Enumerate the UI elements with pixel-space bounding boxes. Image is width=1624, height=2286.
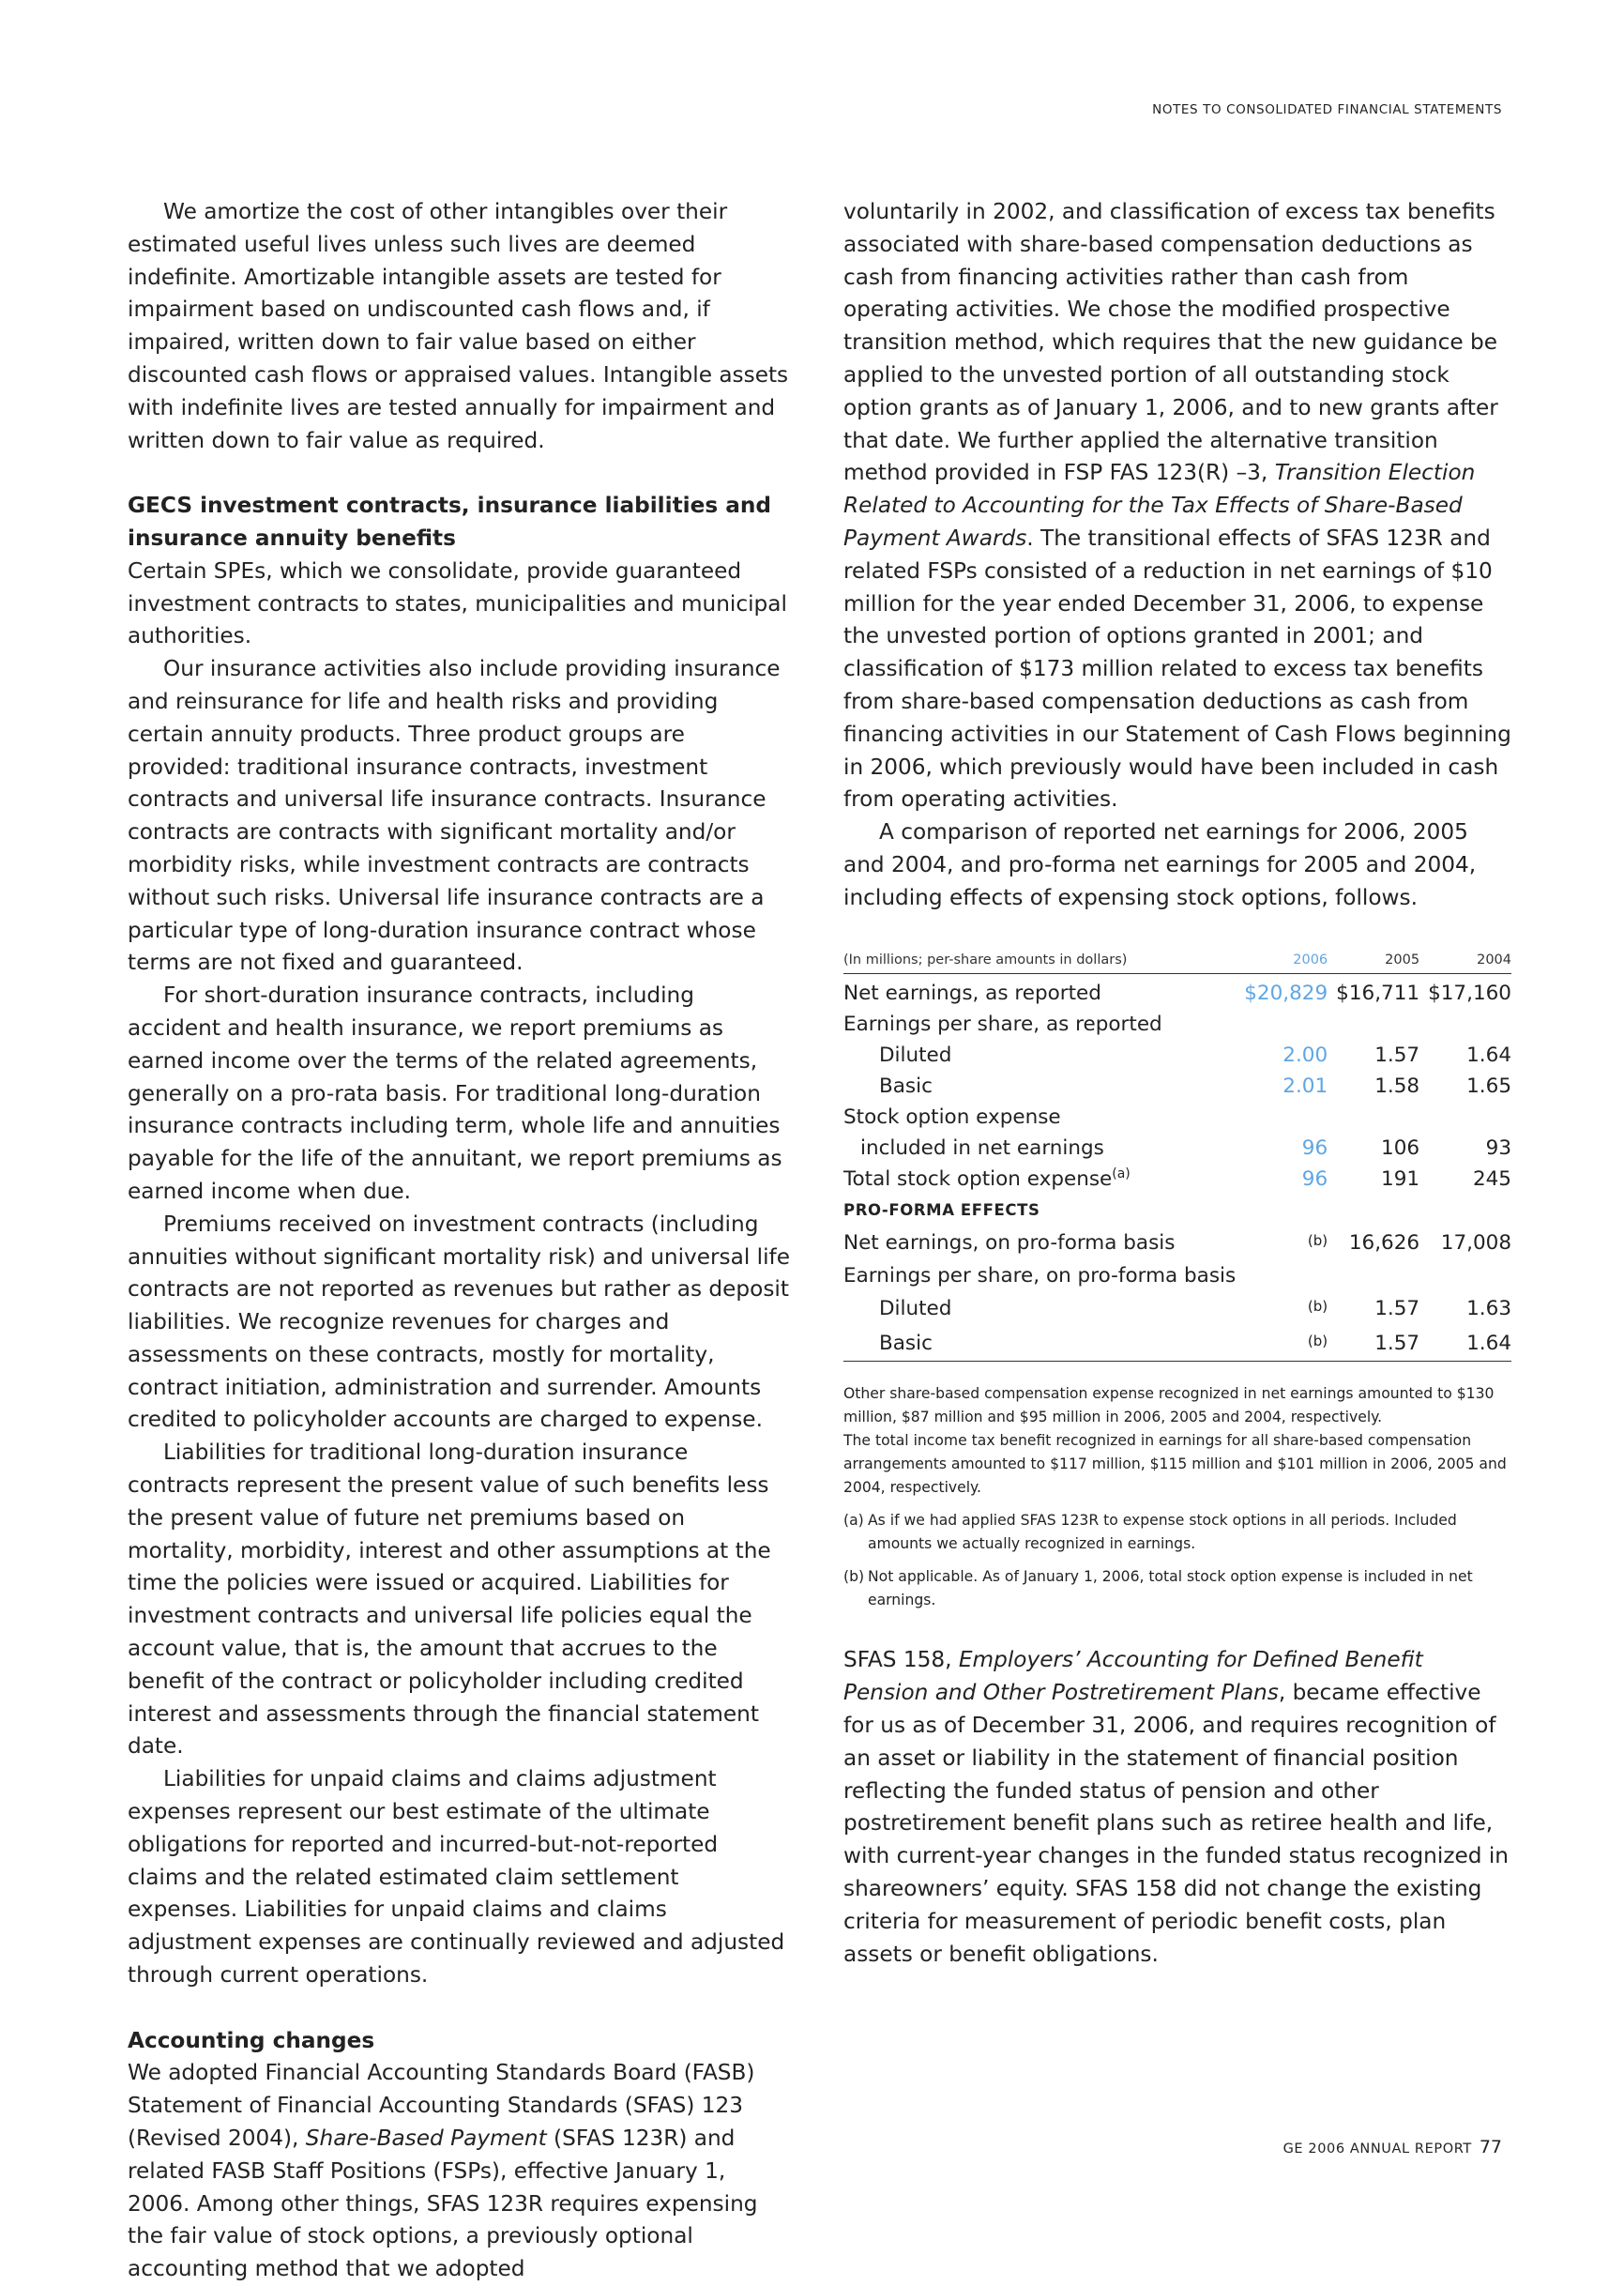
cell-2005: 191	[1381, 1166, 1420, 1191]
table-row	[843, 1195, 1511, 1226]
text-run: voluntarily in 2002, and classification of excess tax benefits associated with share-based compensation deductions as cash from financing activities rather than cash from operating activities. We chose the modified prospective transition method, which requires that the new guidance be applied to the unvested portion of all outstanding stock option grants as of January 1, 2006, and to new grants after that date. We further applied the alternative transition method provided in FSP FAS 123(R) –3,	[843, 199, 1498, 486]
cell-2006	[1236, 1291, 1328, 1326]
sfas123r-paragraph	[128, 2057, 793, 2286]
italic-title: Share-Based Payment	[305, 2126, 547, 2152]
table-row	[843, 973, 1511, 1009]
italic-title: Employers’ Accounting for Defined Benefit Pension and Other Postretirement Plans	[843, 1647, 1423, 1706]
text-run: SFAS 158,	[843, 1647, 959, 1673]
table-row	[843, 1326, 1511, 1362]
label-text: Total stock option expense	[843, 1166, 1113, 1191]
page-footer	[1283, 2137, 1502, 2157]
table-caption: (In millions; per-share amounts in dollars)	[843, 943, 1236, 974]
cell-2005: 1.58	[1374, 1074, 1420, 1098]
unpaid-claims-paragraph: Liabilities for unpaid claims and claims adjustment expenses represent our best estimate of the ultimate obligations for reported and incurred-but-not-reported claims and the related estimated claim settlement expenses. Liabilities for unpaid claims and claims adjustment expenses are continually reviewed and adjusted through current operations.	[128, 1766, 785, 1989]
cell-2005: 106	[1381, 1135, 1420, 1160]
column-header-2004: 2004	[1419, 943, 1511, 974]
cell-2006	[1236, 1326, 1328, 1362]
right-column	[843, 196, 1511, 1971]
spacer	[128, 1992, 793, 2025]
row-label: Net earnings, as reported	[843, 981, 1101, 1005]
row-label: Earnings per share, on pro-forma basis	[843, 1263, 1237, 1288]
cell-2006: 2.00	[1283, 1043, 1328, 1067]
row-label	[843, 1164, 1236, 1195]
table-row	[843, 1071, 1511, 1102]
comparison-paragraph: A comparison of reported net earnings for 2006, 2005 and 2004, and pro-forma net earnings for 2005 and 2004, including effects of expensing stock options, follows.	[843, 819, 1477, 910]
cell-2006: 96	[1301, 1166, 1328, 1191]
cell-2004: $17,160	[1428, 981, 1511, 1005]
cell-2005: 16,626	[1348, 1230, 1420, 1255]
row-label: Net earnings, on pro-forma basis	[843, 1230, 1176, 1255]
gecs-heading: GECS investment contracts, insurance liabilities and insurance annuity benefits	[128, 493, 771, 551]
intangibles-paragraph: We amortize the cost of other intangibles over their estimated useful lives unless such lives are deemed indefinite. Amortizable intangible assets are tested for impairment based on undiscounted cash flows and, if impaired, written down to fair value based on either discounted cash flows or appraised values. Intangible assets with indefinite lives are tested annually for impairment and written down to fair value as required.	[128, 199, 789, 453]
footnote-text: As if we had applied SFAS 123R to expense stock options in all periods. Included amounts we actually recognized in earnings.	[868, 1511, 1457, 1552]
row-label: Diluted	[879, 1043, 952, 1067]
text-run: . The transitional effects of SFAS 123R and related FSPs consisted of a reduction in net earnings of $10 million for the year ended December 31, 2006, to expense the unvested portion of options granted in 2001; and classification of $173 million related to excess tax benefits from share-based compensation deductions as cash from financing activities in our Statement of Cash Flows beginning in 2006, which previously would have been included in cash from operating activities.	[843, 525, 1511, 813]
cell-2005: $16,711	[1336, 981, 1420, 1005]
page-number: 77	[1479, 2137, 1502, 2157]
spacer	[843, 915, 1511, 943]
spacer	[128, 457, 793, 490]
sfas158-paragraph	[843, 1644, 1511, 1971]
running-header: NOTES TO CONSOLIDATED FINANCIAL STATEMENTS	[1152, 102, 1502, 117]
cell-2006: 96	[1301, 1135, 1328, 1160]
table-row	[843, 1102, 1511, 1133]
cell-2004: 17,008	[1440, 1230, 1511, 1255]
footnote-letter: (b)	[843, 1567, 865, 1585]
cell-2006: $20,829	[1244, 981, 1328, 1005]
table-row	[843, 1260, 1511, 1291]
row-label: Diluted	[879, 1296, 952, 1320]
spacer	[843, 1612, 1511, 1645]
stock-option-table	[843, 943, 1511, 1362]
cell-2004: 93	[1485, 1135, 1511, 1160]
cell-2005: 1.57	[1328, 1326, 1419, 1362]
left-column	[128, 196, 793, 2286]
cell-2004: 245	[1472, 1166, 1511, 1191]
column-header-2005: 2005	[1328, 943, 1419, 974]
footnote-b	[843, 1565, 1511, 1612]
table-header-row	[843, 943, 1511, 974]
table-row	[843, 1291, 1511, 1326]
cell-2004: 1.65	[1466, 1074, 1511, 1098]
liabilities-paragraph: Liabilities for traditional long-duration insurance contracts represent the present value of such benefits less the present value of future net premiums based on mortality, morbidity, interest and other assumptions at the time the policies were issued or acquired. Liabilities for investment contracts and universal life policies equal the account value, that is, the amount that accrues to the benefit of the contract or policyholder including credited interest and assessments through the financial statement date.	[128, 1440, 771, 1760]
short-duration-paragraph: For short-duration insurance contracts, including accident and health insurance, we report premiums as earned income over the terms of the related agreements, generally on a pro-rata basis. For traditional long-duration insurance contracts including term, whole life and annuities payable for the life of the annuitant, we report premiums as earned income when due.	[128, 983, 782, 1204]
text-run: We adopted Financial Accounting Standards Board (FASB) Statement of Financial Accounting Standards (SFAS) 123 (Revised 2004),	[128, 2060, 755, 2152]
footnote-mark: (b)	[1307, 1231, 1328, 1249]
cell-2006	[1236, 1226, 1328, 1260]
row-label: Basic	[879, 1074, 933, 1098]
table-notes	[843, 1382, 1511, 1612]
column-header-2006: 2006	[1236, 943, 1328, 974]
section-label: PRO-FORMA EFFECTS	[843, 1200, 1040, 1219]
cell-2004: 1.64	[1466, 1043, 1511, 1067]
note-other-compensation: Other share-based compensation expense recognized in net earnings amounted to $130 million, $87 million and $95 million in 2006, 2005 and 2004, respectively.	[843, 1384, 1495, 1425]
table-row	[843, 1226, 1511, 1260]
table-row	[843, 1164, 1511, 1195]
table-row	[843, 1009, 1511, 1040]
row-label: included in net earnings	[860, 1135, 1104, 1160]
footnote-mark: (a)	[1112, 1166, 1131, 1181]
accounting-changes-heading: Accounting changes	[128, 2027, 375, 2053]
spe-paragraph: Certain SPEs, which we consolidate, provide guaranteed investment contracts to states, municipalities and municipal authorities.	[128, 557, 787, 649]
report-title: GE 2006 ANNUAL REPORT	[1283, 2141, 1472, 2156]
footnote-letter: (a)	[843, 1511, 864, 1529]
cell-2004: 1.64	[1419, 1326, 1511, 1362]
text-run: (SFAS 123R) and related FASB Staff Positions (FSPs), effective January 1, 2006. Among other things, SFAS 123R requires expensing the fair value of stock options, a previously optional accounting method that we adopted	[128, 2126, 758, 2282]
footnote-mark: (b)	[1307, 1332, 1328, 1349]
italic-title: Transition Election Related to Accounting for the Tax Effects of Share-Based Payment Awards	[843, 460, 1476, 551]
footnote-a	[843, 1509, 1511, 1556]
cell-2006: 2.01	[1283, 1074, 1328, 1098]
footnote-mark: (b)	[1307, 1297, 1328, 1315]
cell-2005: 1.57	[1374, 1296, 1420, 1320]
insurance-activities-paragraph: Our insurance activities also include providing insurance and reinsurance for life and health risks and providing certain annuity products. Three product groups are provided: traditional insurance contracts, investment contracts and universal life insurance contracts. Insurance contracts are contracts with significant mortality and/or morbidity risks, while investment contracts are contracts without such risks. Universal life insurance contracts are a particular type of long-duration insurance contract whose terms are not fixed and guaranteed.	[128, 656, 781, 976]
row-label: Stock option expense	[843, 1105, 1061, 1129]
cell-2005: 1.57	[1374, 1043, 1420, 1067]
text-run: , became effective for us as of December 31, 2006, and requires recognition of an asset or liability in the statement of financial position reflecting the funded status of pension and other postretirement benefit plans such as retiree health and life, with current-year changes in the funded status recognized in shareowners’ equity. SFAS 158 did not change the existing criteria for measurement of periodic benefit costs, plan assets or benefit obligations.	[843, 1680, 1509, 1967]
note-tax-benefit: The total income tax benefit recognized in earnings for all share-based compensation arrangements amounted to $117 million, $115 million and $101 million in 2006, 2005 and 2004, respectively.	[843, 1431, 1507, 1496]
footnote-text: Not applicable. As of January 1, 2006, total stock option expense is included in net earnings.	[868, 1567, 1473, 1608]
cell-2004: 1.63	[1466, 1296, 1511, 1320]
row-label: Basic	[843, 1326, 1236, 1362]
row-label: Earnings per share, as reported	[843, 1012, 1162, 1036]
transition-paragraph	[843, 196, 1511, 816]
table-row	[843, 1040, 1511, 1071]
table-row	[843, 1133, 1511, 1164]
premiums-paragraph: Premiums received on investment contracts (including annuities without significant mortality risk) and universal life contracts are not reported as revenues but rather as deposit liabilities. We recognize revenues for charges and assessments on these contracts, mostly for mortality, contract initiation, administration and surrender. Amounts credited to policyholder accounts are charged to expense.	[128, 1211, 790, 1433]
